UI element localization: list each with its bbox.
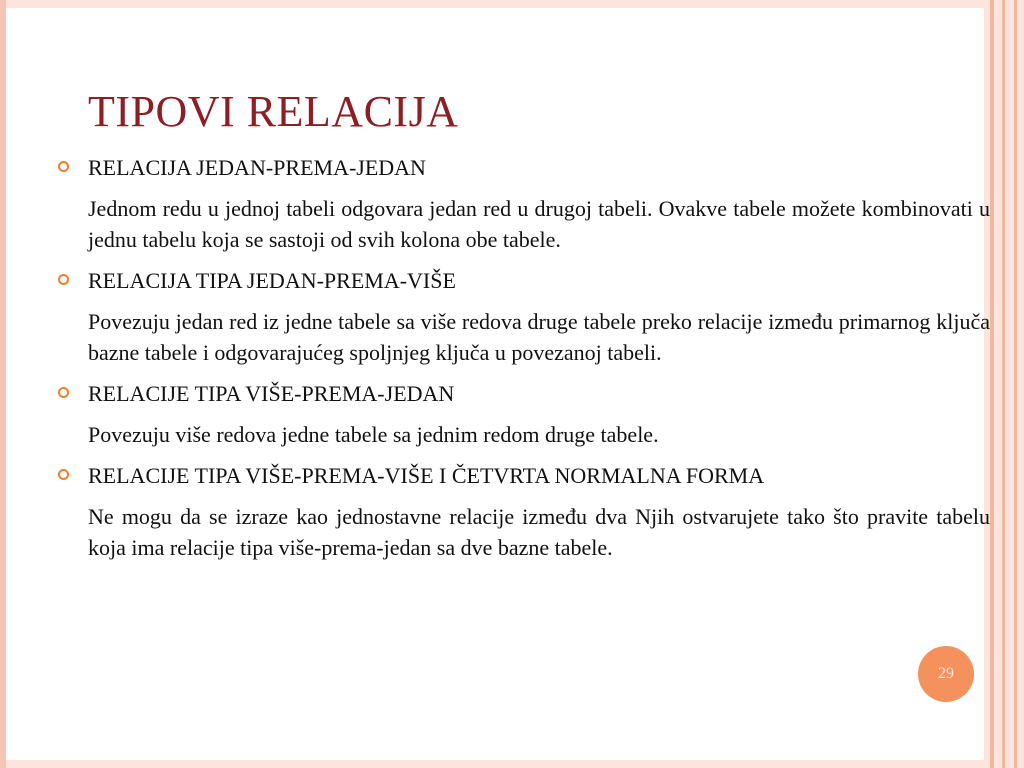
- section-paragraph-1: Jednom redu u jednoj tabeli odgovara jedan red u drugoj tabeli. Ovakve tabele možete kombinovati u jednu tabelu koja se sastoji od svih kolona obe tabele.: [88, 196, 990, 252]
- bullet-heading-text: RELACIJA TIPA JEDAN-PREMA-VIŠE: [88, 268, 456, 293]
- frame-right-border: [984, 0, 1024, 768]
- bullet-heading-1: [58, 152, 990, 183]
- frame-stripe: [990, 0, 994, 768]
- bullet-heading-text: RELACIJE TIPA VIŠE-PREMA-JEDAN: [88, 381, 455, 406]
- frame-top-border: [6, 0, 984, 8]
- section-paragraph-2: Povezuju jedan red iz jedne tabele sa više redova druge tabele preko relacije između primarnog ključa bazne tabele i odgovarajućeg spoljnjeg ključa u povezanoj tabeli.: [88, 309, 990, 365]
- bullet-circle-icon: [58, 387, 69, 398]
- bullet-circle-icon: [58, 469, 69, 480]
- frame-stripe: [1014, 0, 1017, 768]
- section-paragraph-3: Povezuju više redova jedne tabele sa jednim redom druge tabele.: [88, 422, 659, 447]
- slide-title: TIPOVI RELACIJA: [88, 87, 459, 136]
- bullet-heading-text: RELACIJA JEDAN-PREMA-JEDAN: [88, 155, 426, 180]
- page-number-badge: 29: [918, 646, 974, 702]
- section-paragraph-4: Ne mogu da se izraze kao jednostavne relacije između dva Njih ostvarujete tako što pravite tabelu koja ima relacije tipa više-prema-jedan sa dve bazne tabele.: [88, 504, 990, 560]
- bullet-circle-icon: [58, 161, 69, 172]
- frame-bottom-border: [6, 760, 984, 768]
- frame-stripe: [1002, 0, 1005, 768]
- bullet-heading-2: [58, 265, 990, 296]
- bullet-heading-4: [58, 460, 990, 491]
- bullet-heading-text: RELACIJE TIPA VIŠE-PREMA-VIŠE I ČETVRTA NORMALNA FORMA: [88, 463, 765, 488]
- bullet-heading-3: [58, 378, 990, 409]
- frame-left-border: [0, 0, 6, 768]
- bullet-circle-icon: [58, 274, 69, 285]
- slide-content: [58, 152, 990, 573]
